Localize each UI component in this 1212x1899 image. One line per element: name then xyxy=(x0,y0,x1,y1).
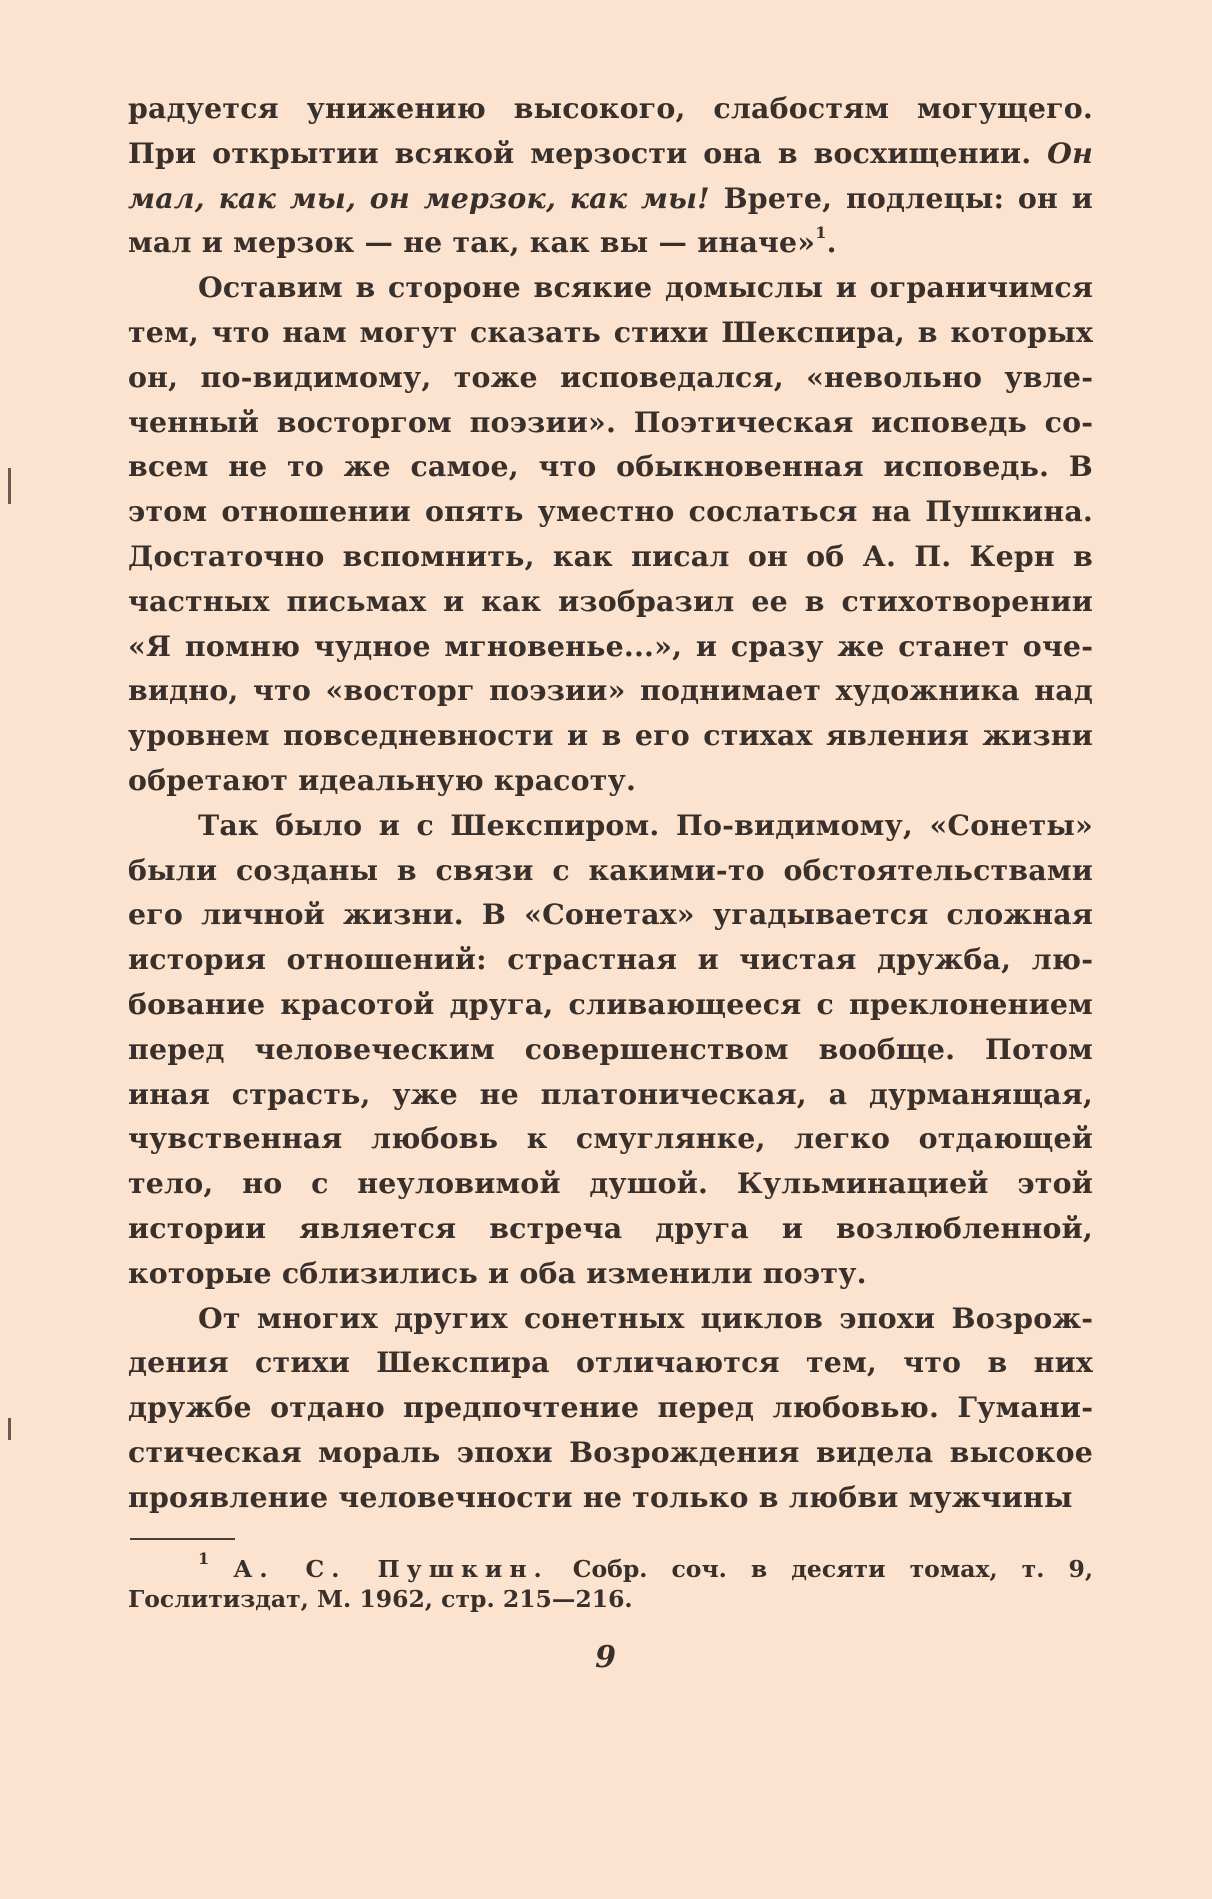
footnote-citation: Собр. соч. в десяти томах, т. 9, Гослитиздат, М. 1962, стр. 215—216. xyxy=(128,1555,1093,1613)
footnote-reference: 1 xyxy=(815,222,827,242)
margin-mark-bottom xyxy=(8,1418,11,1440)
paragraph xyxy=(128,803,1093,1296)
body-text xyxy=(128,86,1093,1520)
footnote-author: А. С. Пушкин. xyxy=(233,1555,549,1583)
text-run: . xyxy=(826,225,837,260)
page-number: 9 xyxy=(595,1640,617,1675)
text-run: Так было и с Шекспиром. По-видимому, «Сонеты» были созданы в связи с какими-то обстоятельствами его личной жизни. В «Сонетах» угадывается сложная история отношений: страстная и чистая дружба, любование красотой друга, сливающееся с преклонением перед человеческим совершенством вообще. Потом иная страсть, уже не платоническая, а дурманящая, чувственная любовь к смуглянке, легко отдающей тело, но с неуловимой душой. Кульминацией этой истории является встреча друга и возлюбленной, которые сблизились и оба изменили поэту. xyxy=(128,807,1093,1290)
text-run: радуется унижению высокого, слабостям могущего. При открытии всякой мерзости она в восхищении. xyxy=(128,91,1093,170)
paragraph xyxy=(128,265,1093,803)
footnote-divider xyxy=(130,1538,235,1540)
footnote xyxy=(128,1549,1093,1614)
footnote-marker: 1 xyxy=(198,1549,210,1569)
text-run: Врете, подлецы: он и мал и мерзок — не так, как вы — иначе» xyxy=(128,180,1093,260)
paragraph xyxy=(128,86,1093,265)
margin-mark-top xyxy=(8,468,11,504)
italic-quote: Он мал, как мы, он мерзок, как мы! xyxy=(128,135,1093,215)
text-run: Оставим в стороне всякие домыслы и ограничимся тем, что нам могут сказать стихи Шекспира, в которых он, по-видимому, тоже исповедался, «невольно увлеченный восторгом поэзии». Поэтическая исповедь совсем не то же самое, что обыкновенная исповедь. В этом отношении опять уместно сослаться на Пушкина. Достаточно вспомнить, как писал он об А. П. Керн в частных письмах и как изобразил ее в стихотворении «Я помню чудное мгновенье...», и сразу же станет очевидно, что «восторг поэзии» поднимает художника над уровнем повседневности и в его стихах явления жизни обретают идеальную красоту. xyxy=(128,270,1093,797)
text-run: От многих других сонетных циклов эпохи Возрождения стихи Шекспира отличаются тем, что в них дружбе отдано предпочтение перед любовью. Гуманистическая мораль эпохи Возрождения видела высокое проявление человечности не только в любви мужчины xyxy=(128,1300,1093,1514)
paragraph xyxy=(128,1296,1093,1520)
